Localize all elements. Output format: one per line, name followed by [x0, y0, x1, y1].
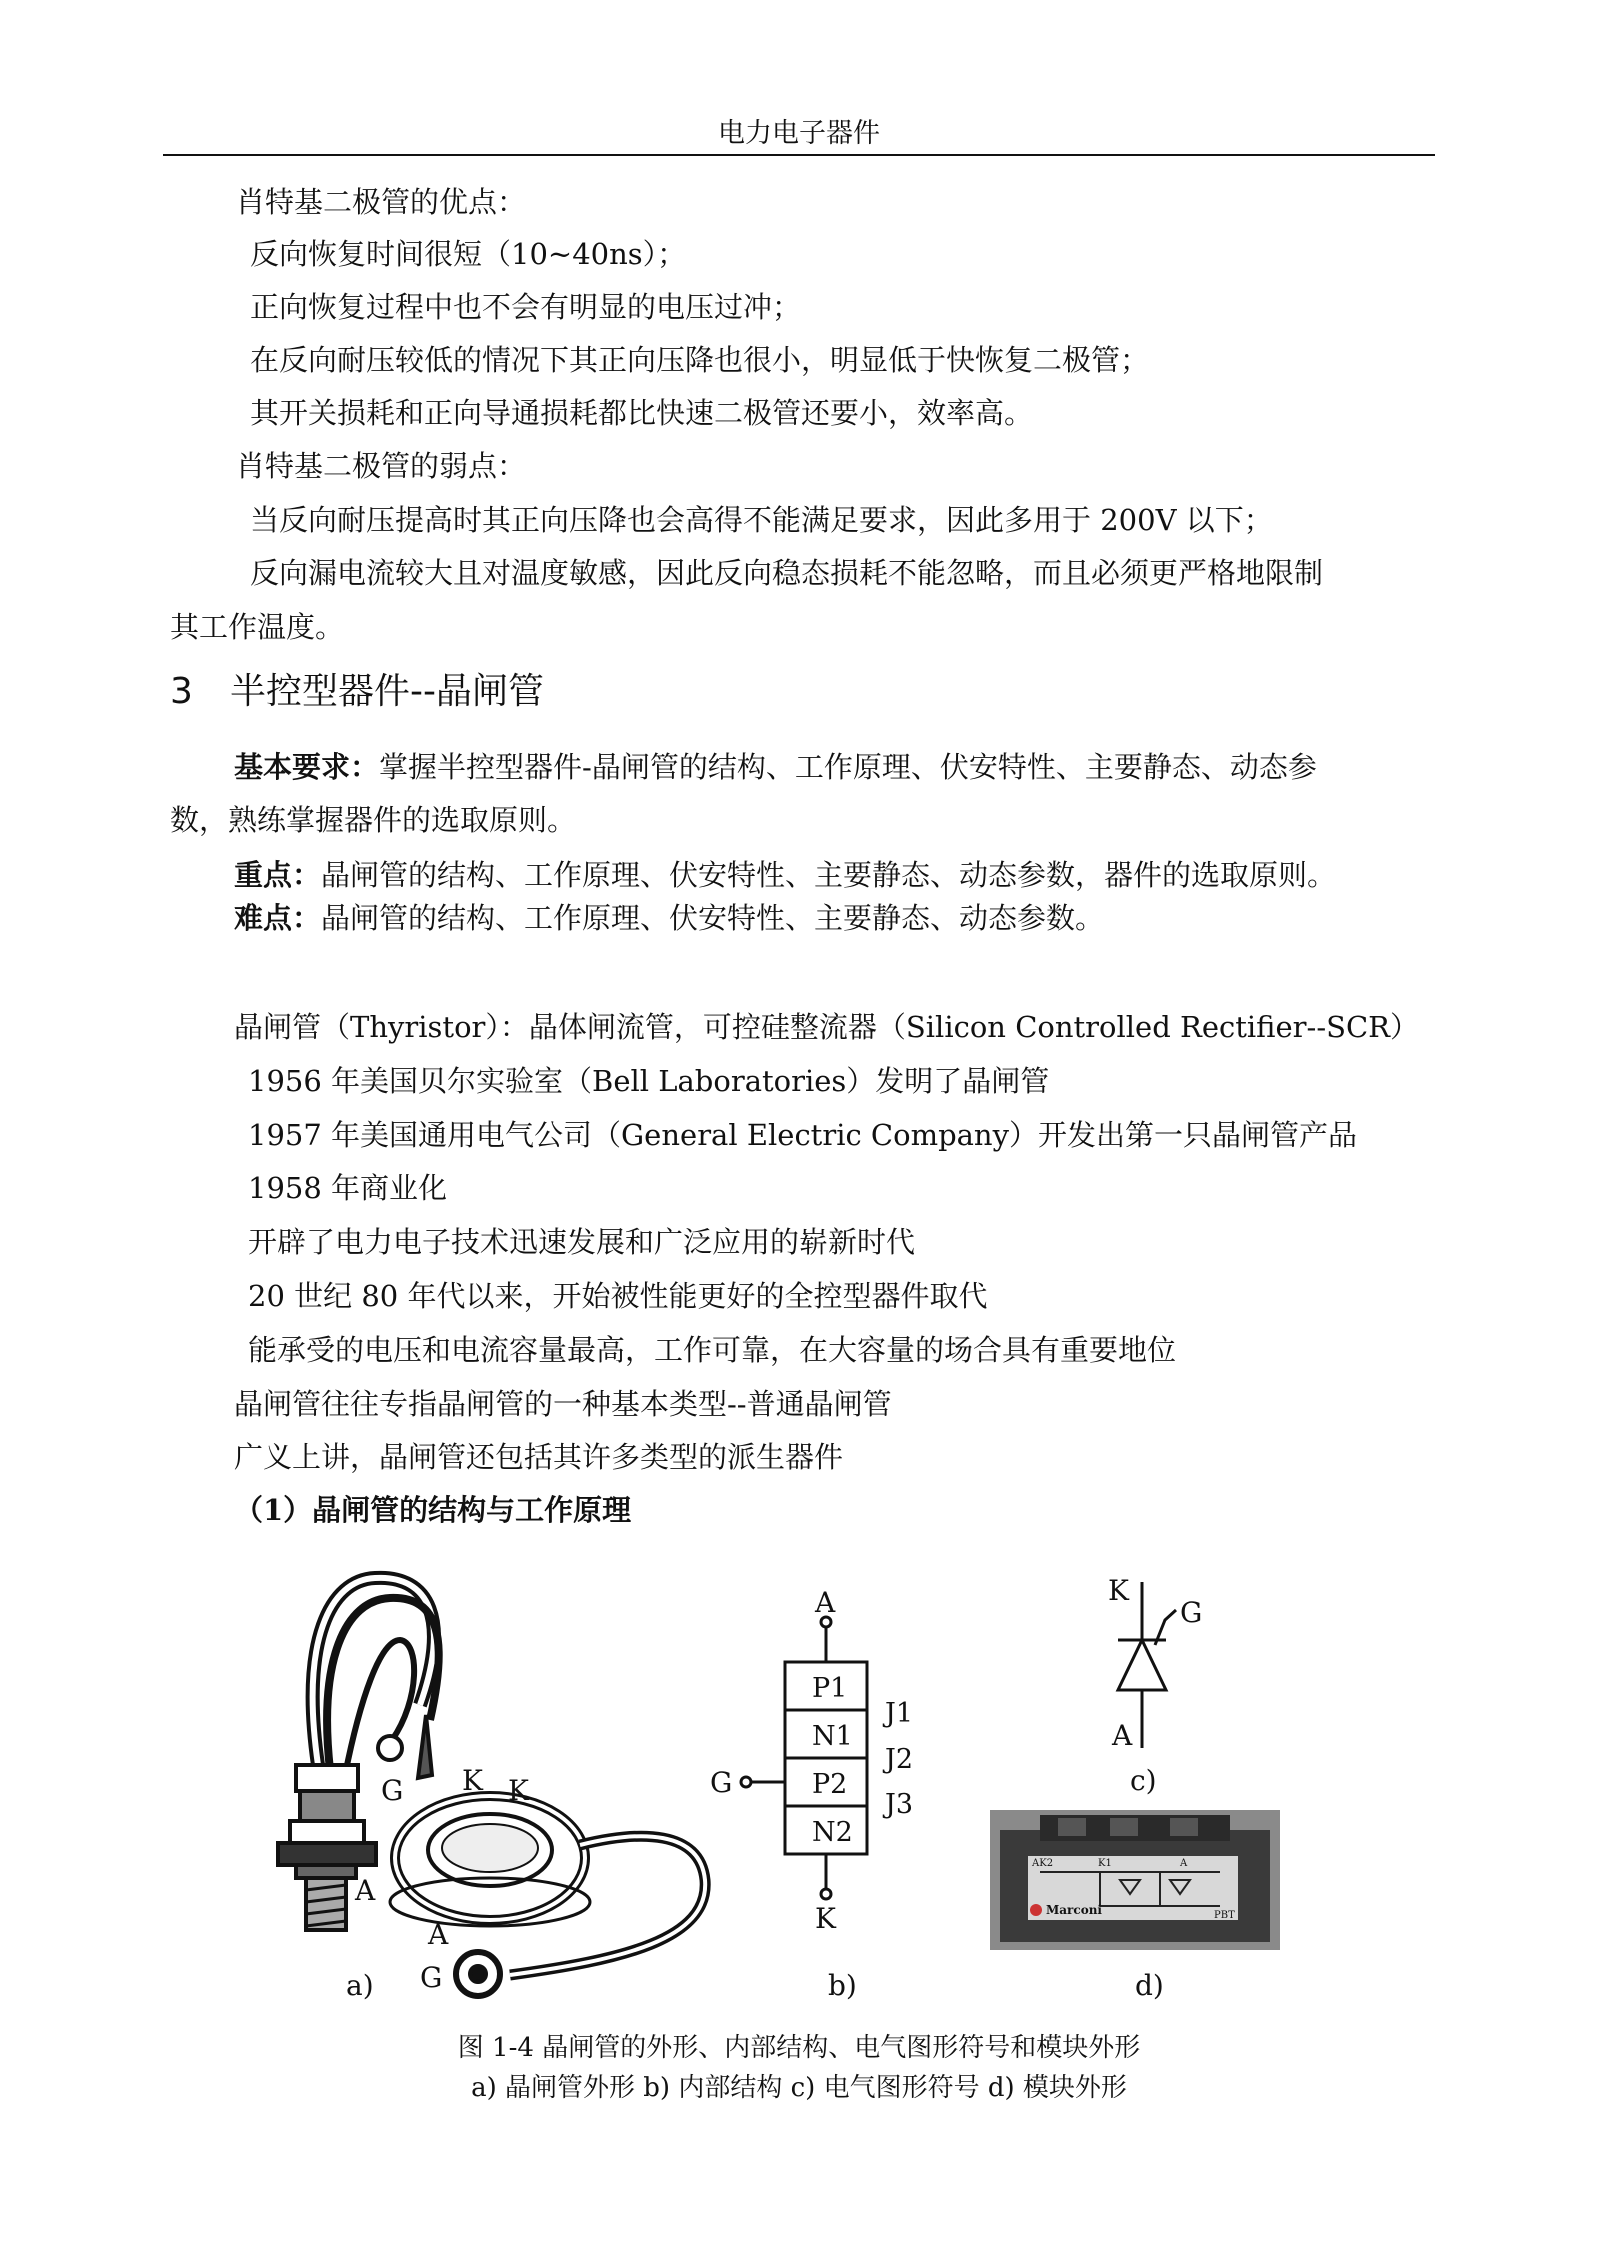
layer-n2: N2 — [812, 1817, 853, 1848]
schottky-con-2b: 其工作温度。 — [170, 610, 345, 644]
key-points-text: 晶闸管的结构、工作原理、伏安特性、主要静态、动态参数，器件的选取原则。 — [321, 858, 1337, 892]
difficult-points-text: 晶闸管的结构、工作原理、伏安特性、主要静态、动态参数。 — [321, 901, 1105, 935]
module-code: PBT — [1214, 1910, 1235, 1921]
schottky-con-1: 当反向耐压提高时其正向压降也会高得不能满足要求，因此多用于 200V 以下； — [250, 503, 1273, 537]
layer-n1: N1 — [812, 1721, 853, 1752]
label-a-k2: K — [508, 1774, 529, 1807]
module-brand: Marconi — [1046, 1903, 1102, 1917]
history-2: 1957 年美国通用电气公司（General Electric Company）开发出第一只晶闸管产品 — [248, 1118, 1357, 1152]
label-a-k1: K — [462, 1764, 483, 1797]
note-1: 晶闸管往往专指晶闸管的一种基本类型--普通晶闸管 — [234, 1387, 892, 1421]
section-title: 半控型器件--晶闸管 — [230, 671, 544, 712]
label-a-g: G — [381, 1774, 404, 1807]
thyristor-appearance-drawing — [278, 1578, 705, 1996]
sublabel-c: c) — [1130, 1764, 1157, 1797]
junction-j1: J1 — [885, 1698, 914, 1729]
section-number: 3 — [170, 671, 193, 712]
label-a-g2: G — [420, 1961, 443, 1994]
label-b-k: K — [815, 1902, 836, 1935]
module-pin-k1: K1 — [1098, 1858, 1112, 1869]
schottky-pro-1: 反向恢复时间很短（10~40ns）； — [250, 237, 687, 271]
junction-j2: J2 — [885, 1744, 914, 1775]
subsection-title: （1）晶闸管的结构与工作原理 — [234, 1493, 632, 1527]
difficult-points-label: 难点： — [234, 901, 322, 935]
header-rule — [163, 154, 1435, 156]
basic-requirements-text-a: 掌握半控型器件-晶闸管的结构、工作原理、伏安特性、主要静态、动态参 — [379, 750, 1317, 784]
running-header: 电力电子器件 — [718, 118, 880, 149]
basic-requirements-text-b: 数，熟练掌握器件的选取原则。 — [170, 803, 577, 837]
schottky-pro-4: 其开关损耗和正向导通损耗都比快速二极管还要小，效率高。 — [250, 396, 1034, 430]
schottky-cons-heading: 肖特基二极管的弱点： — [236, 449, 527, 483]
history-3: 1958 年商业化 — [248, 1171, 448, 1205]
key-points-line — [234, 855, 1336, 895]
history-6: 能承受的电压和电流容量最高，工作可靠，在大容量的场合具有重要地位 — [248, 1333, 1177, 1367]
key-points-label: 重点： — [234, 858, 322, 892]
schottky-pros-heading: 肖特基二极管的优点： — [236, 185, 527, 219]
figure-caption-title: 图 1-4 晶闸管的外形、内部结构、电气图形符号和模块外形 — [457, 2033, 1141, 2063]
label-c-a: A — [1112, 1719, 1133, 1752]
junction-j3: J3 — [885, 1789, 914, 1820]
history-4: 开辟了电力电子技术迅速发展和广泛应用的崭新时代 — [248, 1225, 916, 1259]
history-1: 1956 年美国贝尔实验室（Bell Laboratories）发明了晶闸管 — [248, 1064, 1050, 1098]
history-5: 20 世纪 80 年代以来，开始被性能更好的全控型器件取代 — [248, 1279, 988, 1313]
figure-1-4 — [0, 1540, 1598, 2020]
figure-caption-parts: a) 晶闸管外形 b) 内部结构 c) 电气图形符号 d) 模块外形 — [471, 2073, 1127, 2103]
label-b-g: G — [710, 1766, 733, 1799]
label-c-g: G — [1180, 1596, 1203, 1629]
label-b-a: A — [815, 1586, 836, 1619]
label-c-k: K — [1108, 1574, 1129, 1607]
sublabel-b: b) — [828, 1969, 857, 2002]
schottky-pro-3: 在反向耐压较低的情况下其正向压降也很小，明显低于快恢复二极管； — [250, 343, 1150, 377]
sublabel-d: d) — [1135, 1969, 1164, 2002]
module-pin-a: A — [1180, 1858, 1188, 1869]
label-a-a2: A — [428, 1918, 449, 1951]
difficult-points-line — [234, 898, 1104, 938]
note-2: 广义上讲，晶闸管还包括其许多类型的派生器件 — [234, 1440, 844, 1474]
module-photo — [990, 1810, 1280, 1950]
basic-requirements-label: 基本要求： — [234, 750, 380, 784]
module-pin-ak2: AK2 — [1032, 1858, 1054, 1869]
basic-requirements-line-1 — [234, 747, 1317, 787]
schottky-pro-2: 正向恢复过程中也不会有明显的电压过冲； — [250, 290, 802, 324]
schottky-con-2a: 反向漏电流较大且对温度敏感，因此反向稳态损耗不能忽略，而且必须更严格地限制 — [250, 556, 1324, 590]
thyristor-definition: 晶闸管（Thyristor）：晶体闸流管，可控硅整流器（Silicon Controlled Rectifier--SCR） — [234, 1010, 1420, 1044]
layer-p2: P2 — [812, 1769, 848, 1800]
layer-p1: P1 — [812, 1673, 848, 1704]
sublabel-a: a) — [346, 1969, 374, 2002]
label-a-a1: A — [355, 1874, 376, 1907]
internal-structure-drawing — [741, 1617, 867, 1899]
